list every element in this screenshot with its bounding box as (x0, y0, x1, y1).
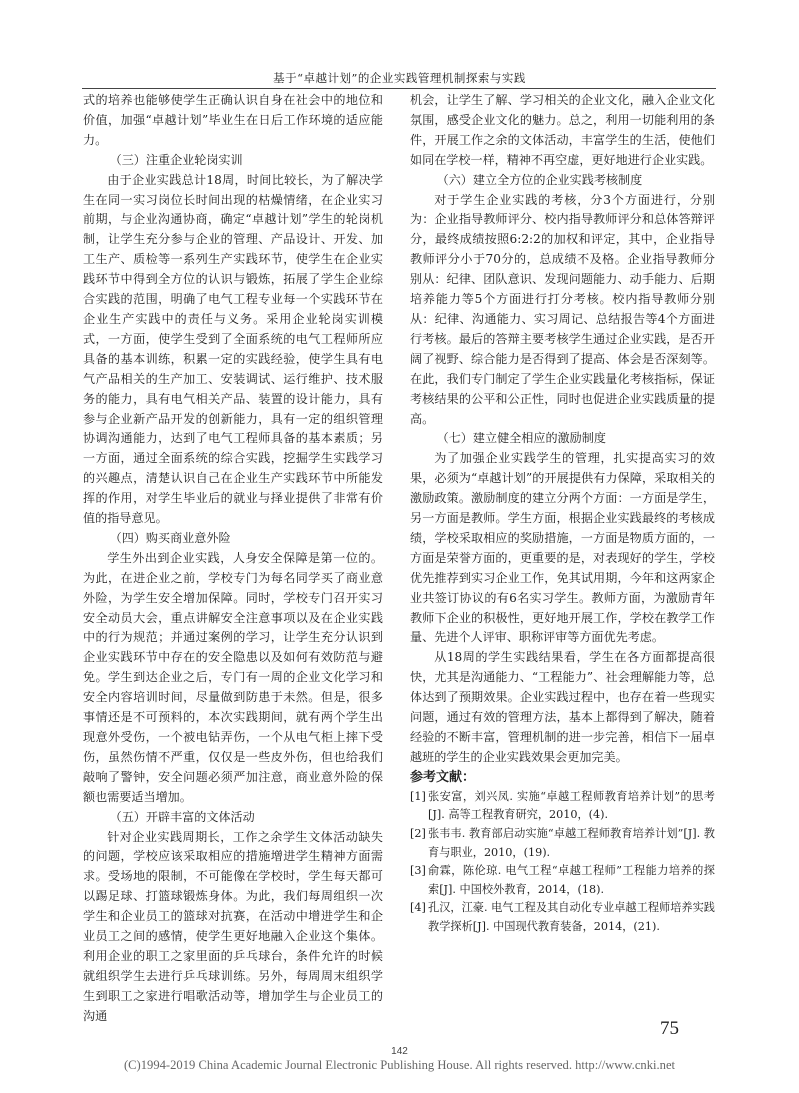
reference-item (410, 788, 715, 825)
left-column (83, 91, 383, 1027)
reference-number: [4] (410, 901, 426, 915)
reference-item (410, 825, 715, 862)
paragraph: 对于学生企业实践的考核，分3个方面进行，分别为：企业指导教师评分、校内指导教师评分和总体答辩评分，最终成绩按照6:2:2的加权和评定，其中，企业指导教师评分小于70分的，总成绩不及格。企业指导教师分别从：纪律、团队意识、发现问题能力、动手能力、后期培养能力等5个方面进行打分考核。校内指导教师分别从：纪律、沟通能力、实习周记、总结报告等4个方面进行考核。最后的答辩主要考核学生通过企业实践，是否开阔了视野、综合能力是否得到了提高、体会是否深刻等。在此，我们专门制定了学生企业实践量化考核指标，保证考核结果的公平和公正性，同时也促进企业实践质量的提高。 (410, 192, 715, 426)
paragraph: 由于企业实践总计18周，时间比较长，为了解决学生在同一实习岗位长时间出现的枯燥情绪，在企业实习前期，与企业沟通协商，确定“卓越计划”学生的轮岗机制，让学生充分参与企业的管理、产品设计、开发、加工生产、质检等一系列生产实践环节，使学生在企业实践环节中得到全方位的认识与锻炼，拓展了学生企业综合实践的范围，明确了电气工程专业每一个实践环节在企业生产实践中的责任与义务。采用企业轮岗实训模式，一方面，使学生受到了全面系统的电气工程师所应具备的基本训练，积累一定的实践经验，使学生具有电气产品相关的生产加工、安装调试、运行维护、技术服务的能力，具有电气相关产品、装置的设计能力，具有参与企业新产品开发的创新能力，具有一定的组织管理协调沟通能力，达到了电气工程师具备的基本素质；另一方面，通过全面系统的综合实践，挖掘学生实践学习的兴趣点，清楚认识自己在企业生产实践环节中所能发挥的作用，对学生毕业后的就业与择业提供了非常有价值的指导意见。 (83, 172, 383, 526)
right-column (410, 91, 715, 936)
reference-text: 张韦韦. 教育部启动实施“卓越工程师教育培养计划”[J]. 教育与职业，2010，(19). (428, 826, 715, 859)
reference-list (410, 788, 715, 937)
running-header: 基于“卓越计划”的企业实践管理机制探索与实践 (273, 71, 526, 85)
paragraph: 针对企业实践周期长，工作之余学生文体活动缺失的问题，学校应该采取相应的措施增进学生精神方面需求。受场地的限制，不可能像在学校时，学生每天都可以踢足球、打篮球锻炼身体。为此，我们每周组织一次学生和企业员工的篮球对抗赛，在活动中增进学生和企业员工之间的感情，使学生更好地融入企业这个集体。利用企业的职工之家里面的乒乓球台，条件允许的时候就组织学生去进行乒乓球训练。另外，每周周末组织学生到职工之家进行唱歌活动等，增加学生与企业员工的沟通 (83, 829, 383, 1023)
section-heading: （五）开辟丰富的文体活动 (109, 809, 255, 824)
paragraph: 机会，让学生了解、学习相关的企业文化，融入企业文化氛围，感受企业文化的魅力。总之，利用一切能利用的条件，开展工作之余的文体活动，丰富学生的生活，使他们如同在学校一样，精神不再空虚，更好地进行企业实践。 (410, 93, 715, 167)
reference-item (410, 899, 715, 936)
paragraph: 为了加强企业实践学生的管理，扎实提高实习的效果，必须为“卓越计划”的开展提供有力保障，采取相关的激励政策。激励制度的建立分两个方面：一方面是学生，另一方面是教师。学生方面，根据企业实践最终的考核成绩，学校采取相应的奖励措施，一方面是物质方面的，一方面是荣誉方面的，更重要的是，对表现好的学生，学校优先推荐到实习企业工作，免其试用期，今年和这两家企业共签订协议的有6名实习学生。教师方面，为激励青年教师下企业的积极性，更好地开展工作，学校在教学工作量、先进个人评审、职称评审等方面优先考虑。 (410, 451, 715, 645)
paragraph: 学生外出到企业实践，人身安全保障是第一位的。为此，在进企业之前，学校专门为每名同学买了商业意外险，为学生安全增加保障。同时，学校专门召开实习安全动员大会，重点讲解安全注意事项以及在企业实践中的行为规范；并通过案例的学习，让学生充分认识到企业实践环节中存在的安全隐患以及如何有效防范与避免。学生到达企业之后，专门有一周的企业文化学习和安全内容培训时间，尽量做到防患于未然。但是，很多事情还是不可预料的，本次实践期间，就有两个学生出现意外受伤，一个被电钻弄伤，一个从电气柜上摔下受伤，虽然伤情不严重，仅仅是一些皮外伤，但也给我们敲响了警钟，安全问题必须严加注意，商业意外险的保额也需要适当增加。 (83, 550, 383, 804)
section-heading: （四）购买商业意外险 (109, 530, 231, 545)
reference-number: [1] (410, 789, 426, 803)
reference-text: 俞霖，陈伦琼. 电气工程“卓越工程师”工程能力培养的探索[J]. 中国校外教育，2014，(18). (428, 864, 715, 896)
page-number: 75 (660, 1018, 679, 1039)
reference-text: 张安富，刘兴凤. 实施“卓越工程师教育培养计划”的思考[J]. 高等工程教育研究，2010，(4). (428, 789, 715, 822)
reference-item (410, 862, 715, 899)
reference-number: [3] (410, 864, 426, 878)
section-heading: （三）注重企业轮岗实训 (109, 152, 243, 167)
header-rule (82, 88, 716, 89)
section-heading: （七）建立健全相应的激励制度 (436, 431, 606, 446)
reference-text: 孔汉，江豪. 电气工程及其自动化专业卓越工程师培养实践教学探析[J]. 中国现代教育装备，2014，(21). (428, 901, 715, 933)
references-title: 参考文献： (410, 769, 476, 785)
section-heading: （六）建立全方位的企业实践考核制度 (436, 172, 643, 187)
copyright-notice: (C)1994-2019 China Academic Journal Electronic Publishing House. All rights reserved. http://www.cnki.net (123, 1058, 676, 1072)
footer-page-number: 142 (391, 1046, 408, 1057)
reference-number: [2] (410, 826, 426, 840)
paragraph: 式的培养也能够使学生正确认识自身在社会中的地位和价值，加强“卓越计划”毕业生在日后工作环境的适应能力。 (83, 93, 383, 147)
paragraph: 从18周的学生实践结果看，学生在各方面都提高很快，尤其是沟通能力、“工程能力”、社会理解能力等，总体达到了预期效果。企业实践过程中，也存在着一些现实问题，通过有效的管理方法，基本上都得到了解决，随着经验的不断丰富，管理机制的进一步完善，相信下一届卓越班的学生的企业实践效果会更加完美。 (410, 650, 715, 764)
